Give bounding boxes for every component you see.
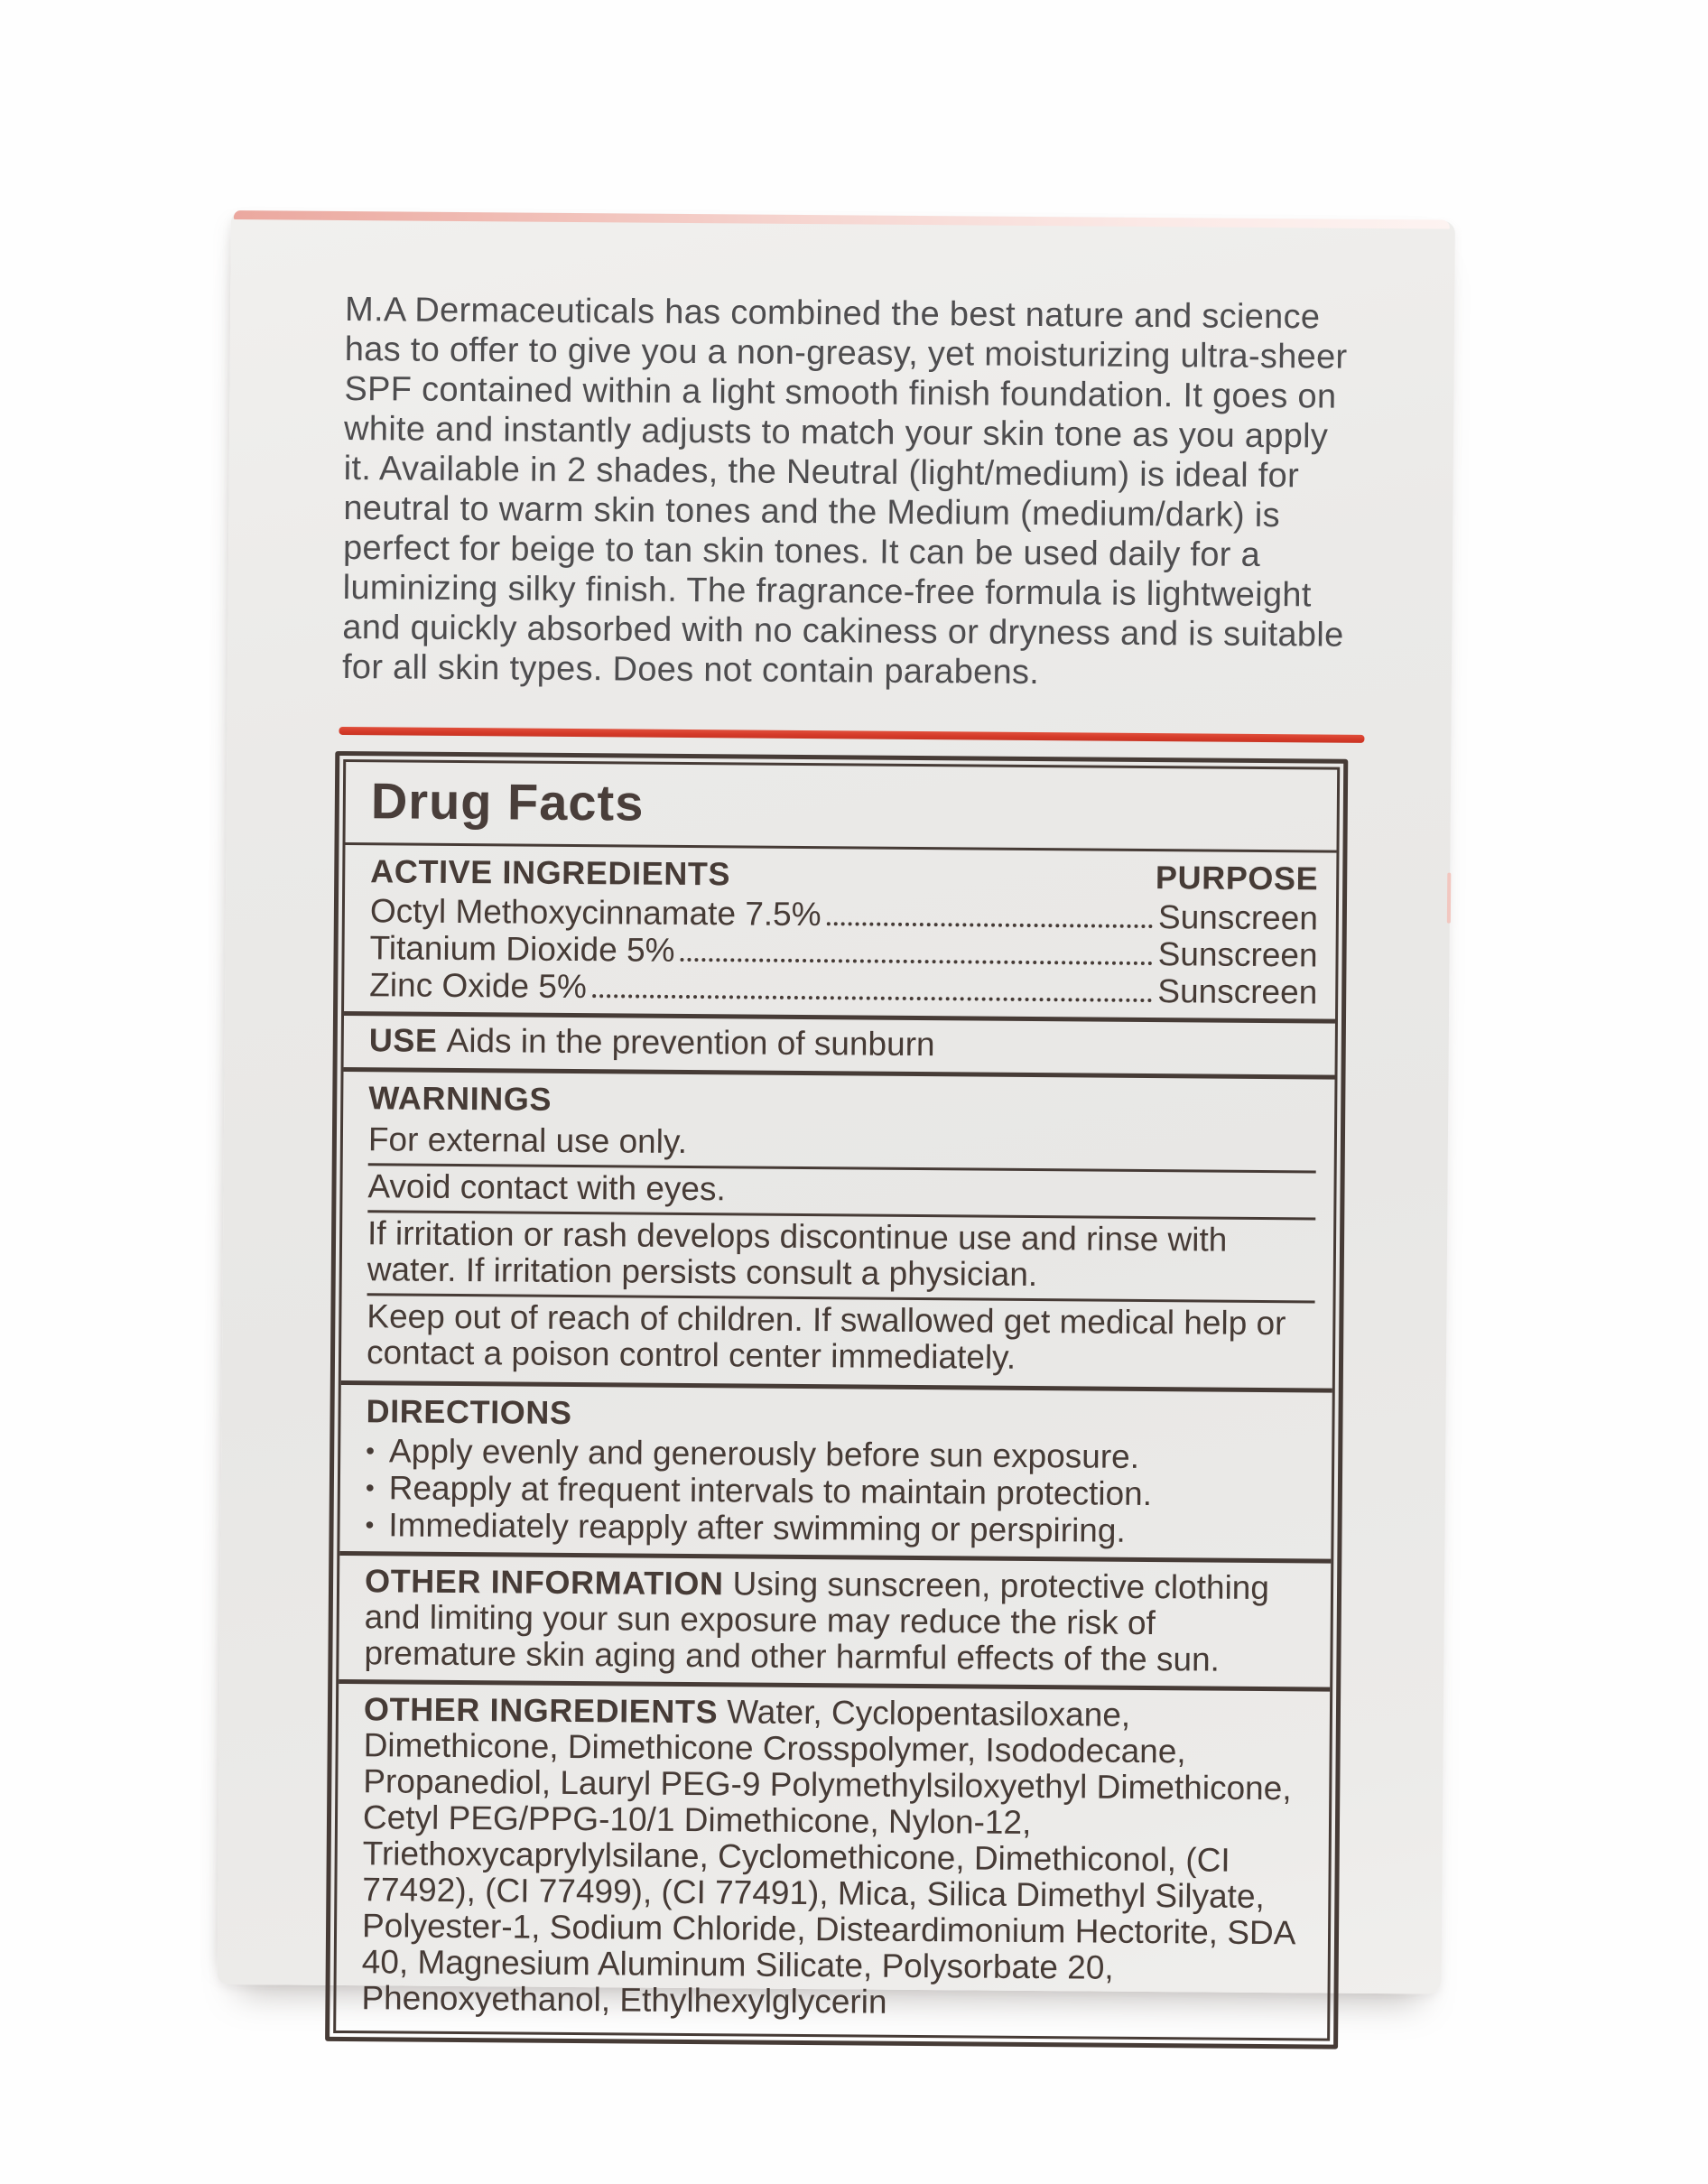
bullet-icon: • bbox=[366, 1436, 376, 1465]
box-top-edge-pink bbox=[234, 210, 1450, 229]
ingredient-purpose: Sunscreen bbox=[1157, 935, 1318, 974]
use-header: USE bbox=[368, 1021, 438, 1059]
direction-text: Apply evenly and generously before sun exposure. bbox=[388, 1432, 1140, 1475]
use-section bbox=[344, 1016, 1335, 1080]
direction-text: Immediately reapply after swimming or perspiring. bbox=[388, 1506, 1126, 1549]
other-information-section bbox=[339, 1556, 1331, 1692]
dotted-leader bbox=[680, 958, 1152, 965]
directions-header: DIRECTIONS bbox=[366, 1392, 572, 1432]
bullet-icon: • bbox=[365, 1473, 375, 1502]
active-ingredients-section bbox=[344, 845, 1336, 1024]
warning-item: For external use only. bbox=[368, 1119, 1316, 1173]
active-ingredients-header: ACTIVE INGREDIENTS bbox=[370, 852, 731, 893]
drug-facts-inner-border bbox=[333, 759, 1340, 2041]
dotted-leader bbox=[592, 994, 1153, 1002]
ingredient-purpose: Sunscreen bbox=[1157, 972, 1318, 1011]
dotted-leader bbox=[827, 922, 1153, 928]
directions-section bbox=[339, 1385, 1332, 1564]
warning-item: Avoid contact with eyes. bbox=[367, 1166, 1315, 1220]
drug-facts-panel bbox=[325, 751, 1348, 2049]
warning-item: If irritation or rash develops discontinue use and rinse with water. If irritation persists consult a physician. bbox=[367, 1213, 1316, 1303]
warnings-header: WARNINGS bbox=[368, 1079, 552, 1118]
ingredient-name: Titanium Dioxide 5% bbox=[369, 929, 675, 969]
ingredient-name: Octyl Methoxycinnamate 7.5% bbox=[369, 892, 822, 934]
red-divider-line bbox=[339, 727, 1364, 743]
other-ingredients-text: Water, Cyclopentasiloxane, Dimethicone, Dimethicone Crosspolymer, Isododecane, Propanediol, Lauryl PEG-9 Polymethylsiloxyethyl Dimethicone, Cetyl PEG/PPG-10/1 Dimethicone, Nylon-12, Triethoxycaprylylsilane, Cyclomethicone, Dimethiconol, (CI 77492), (CI 77499), (CI 77491), Mica, Silica Dimethyl Silyate, Polyester-1, Sodium Chloride, Disteardimonium Hectorite, SDA 40, Magnesium Aluminum Silicate, Polysorbate 20, Phenoxyethanol, Ethylhexylglycerin bbox=[361, 1693, 1295, 2021]
drug-facts-title: Drug Facts bbox=[370, 772, 645, 832]
use-text: Aids in the prevention of sunburn bbox=[446, 1021, 935, 1064]
box-right-edge-pink bbox=[1447, 873, 1451, 924]
bullet-icon: • bbox=[365, 1510, 375, 1539]
other-information-header: OTHER INFORMATION bbox=[364, 1562, 724, 1603]
ingredient-name: Zinc Oxide 5% bbox=[369, 966, 588, 1006]
ingredient-purpose: Sunscreen bbox=[1157, 898, 1319, 937]
other-ingredients-header: OTHER INGREDIENTS bbox=[363, 1690, 719, 1731]
direction-text: Reapply at frequent intervals to maintain protection. bbox=[388, 1469, 1153, 1513]
other-ingredients-section bbox=[336, 1684, 1330, 2039]
product-description: M.A Dermaceuticals has combined the best nature and science has to offer to give you a non-greasy, yet moisturizing ultra-sheer SPF contained within a light smooth finish foundation. It goes on white and instantly adjusts to match your skin tone as you apply it. Available in 2 shades, the Neutral (light/medium) is ideal for neutral to warm skin tones and the Medium (medium/dark) is perfect for beige to tan skin tones. It can be used daily for a luminizing silky finish. The fragrance-free formula is lightweight and quickly absorbed with no cakiness or dryness and is suitable for all skin types. Does not contain parabens. bbox=[341, 290, 1348, 692]
product-box-back-panel bbox=[218, 211, 1455, 2021]
warning-item: Keep out of reach of children. If swallowed get medical help or contact a poison control center immediately. bbox=[366, 1297, 1286, 1376]
warnings-section bbox=[341, 1072, 1335, 1393]
purpose-header: PURPOSE bbox=[1155, 859, 1319, 897]
direction-item bbox=[365, 1506, 1313, 1550]
other-information-text: Using sunscreen, protective clothing and limiting your sun exposure may reduce the risk of premature skin aging and other harmful effects of the sun. bbox=[364, 1565, 1270, 1678]
drug-facts-title-section bbox=[345, 762, 1337, 853]
ingredient-row bbox=[369, 966, 1317, 1010]
